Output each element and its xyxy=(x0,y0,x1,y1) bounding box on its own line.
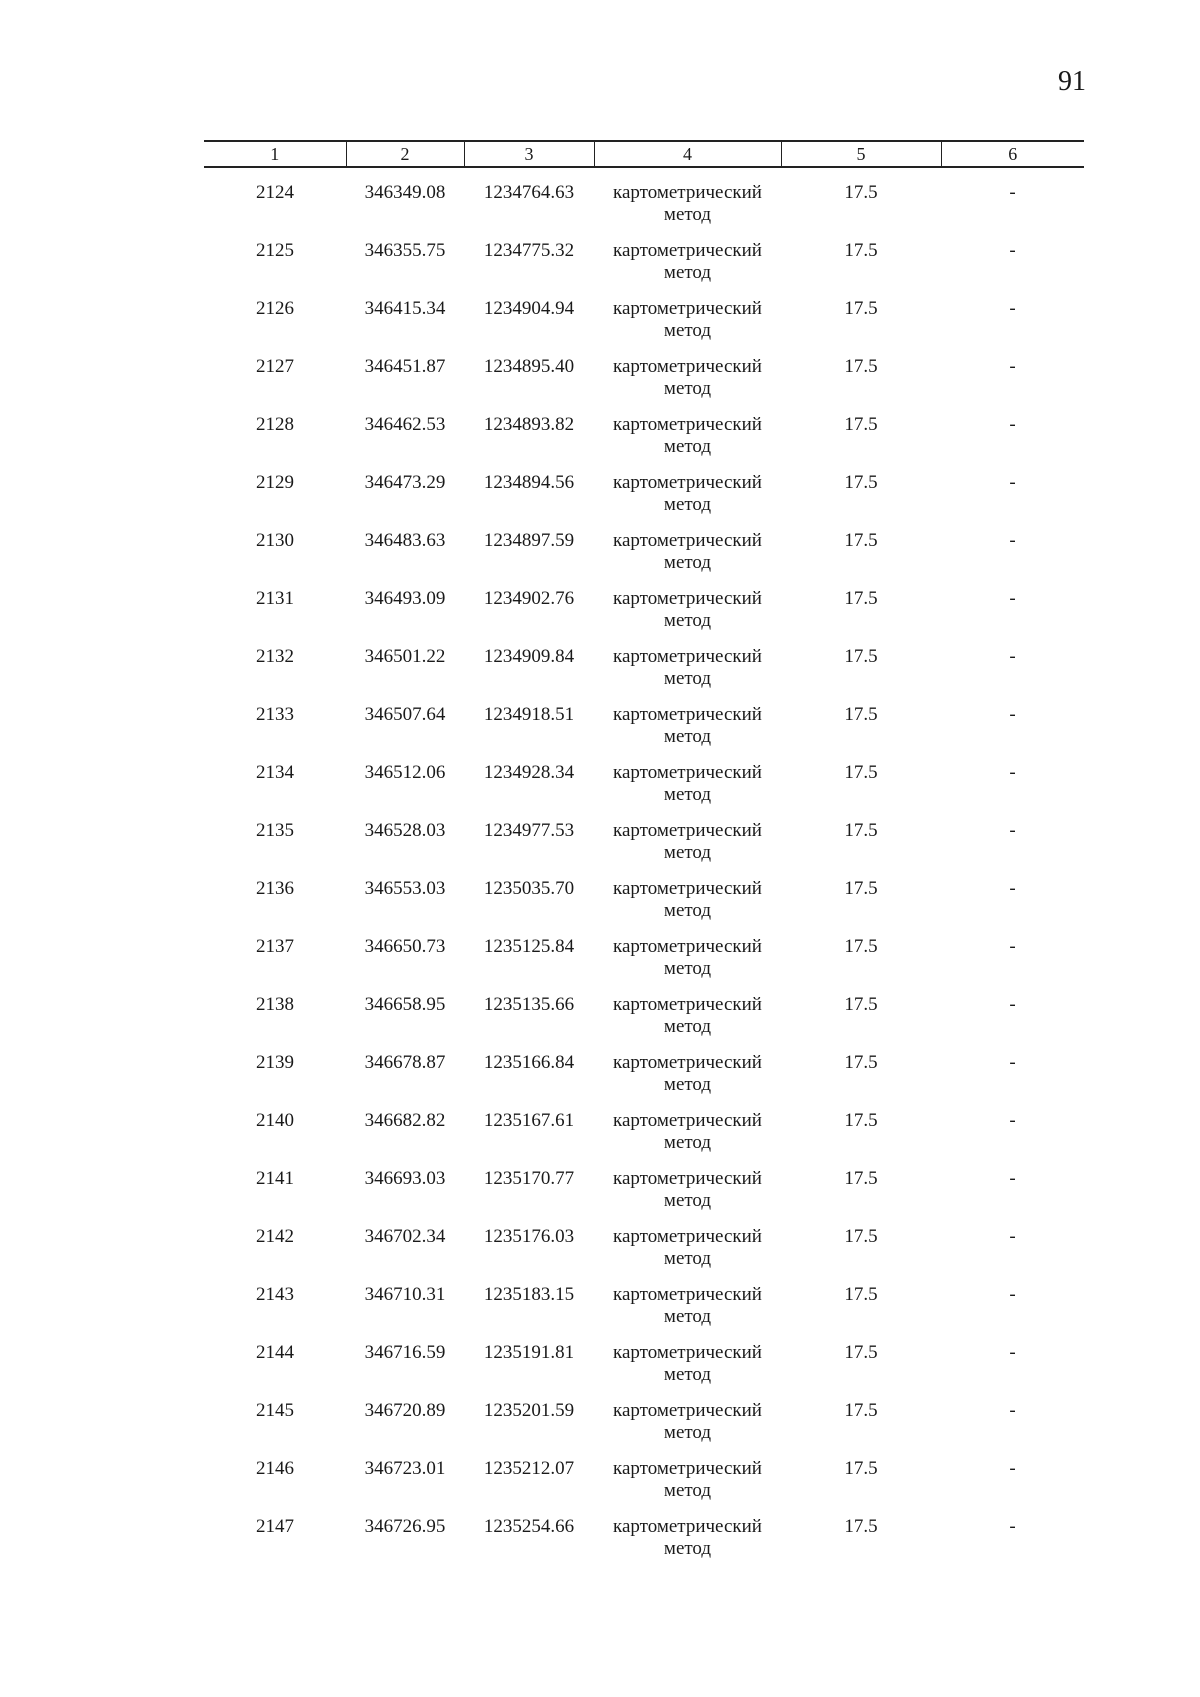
x-coordinate-cell: 346349.08 xyxy=(364,182,446,203)
method-line-2: метод xyxy=(663,1364,712,1385)
y-coordinate-cell: 1234928.34 xyxy=(483,762,575,783)
description-cell: - xyxy=(1009,588,1016,609)
method-line-2: метод xyxy=(663,1074,712,1095)
y-coordinate-cell: 1235125.84 xyxy=(483,936,575,957)
method-cell xyxy=(594,646,781,704)
x-coordinate-cell: 346355.75 xyxy=(364,240,446,261)
method-line-2: метод xyxy=(663,378,712,399)
method-line-2: метод xyxy=(663,494,712,515)
column-header-3: 3 xyxy=(464,141,594,167)
x-coordinate-cell: 346462.53 xyxy=(364,414,446,435)
x-coordinate-cell: 346658.95 xyxy=(364,994,446,1015)
method-cell xyxy=(594,1226,781,1284)
method-line-1: картометрический xyxy=(613,936,762,957)
x-coordinate-cell: 346720.89 xyxy=(364,1400,446,1421)
table-row xyxy=(204,356,1084,414)
method-line-2: метод xyxy=(663,1422,712,1443)
header-row xyxy=(204,141,1084,167)
method-line-2: метод xyxy=(663,842,712,863)
table-row xyxy=(204,936,1084,994)
x-coordinate-cell: 346723.01 xyxy=(364,1458,446,1479)
method-line-1: картометрический xyxy=(613,588,762,609)
description-cell: - xyxy=(1009,936,1016,957)
accuracy-cell: 17.5 xyxy=(844,182,878,203)
method-line-1: картометрический xyxy=(613,1400,762,1421)
accuracy-cell: 17.5 xyxy=(844,1110,878,1131)
method-cell xyxy=(594,820,781,878)
accuracy-cell: 17.5 xyxy=(844,994,878,1015)
table-row xyxy=(204,878,1084,936)
x-coordinate-cell: 346726.95 xyxy=(364,1516,446,1537)
method-cell xyxy=(594,167,781,240)
x-coordinate-cell: 346507.64 xyxy=(364,704,446,725)
method-cell xyxy=(594,472,781,530)
y-coordinate-cell: 1235201.59 xyxy=(483,1400,575,1421)
point-number-cell: 2132 xyxy=(256,646,294,667)
method-cell xyxy=(594,1168,781,1226)
point-number-cell: 2141 xyxy=(256,1168,294,1189)
accuracy-cell: 17.5 xyxy=(844,878,878,899)
method-cell xyxy=(594,878,781,936)
accuracy-cell: 17.5 xyxy=(844,646,878,667)
method-cell xyxy=(594,1458,781,1516)
method-line-1: картометрический xyxy=(613,530,762,551)
point-number-cell: 2130 xyxy=(256,530,294,551)
y-coordinate-cell: 1235176.03 xyxy=(483,1226,575,1247)
table-row xyxy=(204,762,1084,820)
method-line-1: картометрический xyxy=(613,1458,762,1479)
method-line-2: метод xyxy=(663,1248,712,1269)
table-row xyxy=(204,1110,1084,1168)
point-number-cell: 2146 xyxy=(256,1458,294,1479)
description-cell: - xyxy=(1009,994,1016,1015)
method-line-2: метод xyxy=(663,1132,712,1153)
point-number-cell: 2136 xyxy=(256,878,294,899)
method-line-2: метод xyxy=(663,1016,712,1037)
method-line-2: метод xyxy=(663,204,712,225)
method-line-1: картометрический xyxy=(613,1168,762,1189)
x-coordinate-cell: 346716.59 xyxy=(364,1342,446,1363)
method-cell xyxy=(594,704,781,762)
accuracy-cell: 17.5 xyxy=(844,1400,878,1421)
method-cell xyxy=(594,762,781,820)
x-coordinate-cell: 346451.87 xyxy=(364,356,446,377)
description-cell: - xyxy=(1009,530,1016,551)
x-coordinate-cell: 346483.63 xyxy=(364,530,446,551)
method-cell xyxy=(594,1342,781,1400)
table-row xyxy=(204,646,1084,704)
method-cell xyxy=(594,298,781,356)
method-line-1: картометрический xyxy=(613,646,762,667)
accuracy-cell: 17.5 xyxy=(844,588,878,609)
method-line-1: картометрический xyxy=(613,762,762,783)
y-coordinate-cell: 1234897.59 xyxy=(483,530,575,551)
table-row xyxy=(204,1458,1084,1516)
accuracy-cell: 17.5 xyxy=(844,1052,878,1073)
column-header-4: 4 xyxy=(594,141,781,167)
method-line-1: картометрический xyxy=(613,878,762,899)
accuracy-cell: 17.5 xyxy=(844,1342,878,1363)
method-cell xyxy=(594,240,781,298)
method-line-1: картометрический xyxy=(613,182,762,203)
method-line-2: метод xyxy=(663,668,712,689)
description-cell: - xyxy=(1009,762,1016,783)
point-number-cell: 2128 xyxy=(256,414,294,435)
method-cell xyxy=(594,530,781,588)
description-cell: - xyxy=(1009,1110,1016,1131)
table-header xyxy=(204,141,1084,167)
y-coordinate-cell: 1234918.51 xyxy=(483,704,575,725)
table-row xyxy=(204,704,1084,762)
description-cell: - xyxy=(1009,878,1016,899)
method-cell xyxy=(594,1400,781,1458)
table-row xyxy=(204,472,1084,530)
accuracy-cell: 17.5 xyxy=(844,1516,878,1537)
method-cell xyxy=(594,936,781,994)
method-line-1: картометрический xyxy=(613,1284,762,1305)
y-coordinate-cell: 1235254.66 xyxy=(483,1516,575,1537)
point-number-cell: 2134 xyxy=(256,762,294,783)
method-line-2: метод xyxy=(663,1190,712,1211)
table-row xyxy=(204,820,1084,878)
y-coordinate-cell: 1234977.53 xyxy=(483,820,575,841)
description-cell: - xyxy=(1009,1052,1016,1073)
point-number-cell: 2147 xyxy=(256,1516,294,1537)
column-header-5: 5 xyxy=(781,141,941,167)
coordinates-table-wrapper xyxy=(204,140,1084,1574)
description-cell: - xyxy=(1009,1226,1016,1247)
coordinates-table xyxy=(204,140,1084,1574)
method-line-1: картометрический xyxy=(613,820,762,841)
column-header-1: 1 xyxy=(204,141,346,167)
point-number-cell: 2126 xyxy=(256,298,294,319)
description-cell: - xyxy=(1009,1458,1016,1479)
point-number-cell: 2138 xyxy=(256,994,294,1015)
method-line-2: метод xyxy=(663,726,712,747)
table-row xyxy=(204,240,1084,298)
x-coordinate-cell: 346702.34 xyxy=(364,1226,446,1247)
y-coordinate-cell: 1234775.32 xyxy=(483,240,575,261)
x-coordinate-cell: 346693.03 xyxy=(364,1168,446,1189)
accuracy-cell: 17.5 xyxy=(844,704,878,725)
y-coordinate-cell: 1234894.56 xyxy=(483,472,575,493)
method-line-2: метод xyxy=(663,552,712,573)
description-cell: - xyxy=(1009,414,1016,435)
description-cell: - xyxy=(1009,472,1016,493)
method-line-2: метод xyxy=(663,262,712,283)
accuracy-cell: 17.5 xyxy=(844,356,878,377)
accuracy-cell: 17.5 xyxy=(844,1284,878,1305)
accuracy-cell: 17.5 xyxy=(844,762,878,783)
method-line-2: метод xyxy=(663,958,712,979)
accuracy-cell: 17.5 xyxy=(844,1226,878,1247)
y-coordinate-cell: 1235167.61 xyxy=(483,1110,575,1131)
table-row xyxy=(204,1226,1084,1284)
method-line-2: метод xyxy=(663,1306,712,1327)
point-number-cell: 2133 xyxy=(256,704,294,725)
point-number-cell: 2137 xyxy=(256,936,294,957)
y-coordinate-cell: 1235170.77 xyxy=(483,1168,575,1189)
y-coordinate-cell: 1235212.07 xyxy=(483,1458,575,1479)
x-coordinate-cell: 346682.82 xyxy=(364,1110,446,1131)
x-coordinate-cell: 346473.29 xyxy=(364,472,446,493)
point-number-cell: 2135 xyxy=(256,820,294,841)
table-row xyxy=(204,1516,1084,1574)
method-line-1: картометрический xyxy=(613,356,762,377)
method-line-2: метод xyxy=(663,784,712,805)
y-coordinate-cell: 1235183.15 xyxy=(483,1284,575,1305)
table-row xyxy=(204,414,1084,472)
method-line-1: картометрический xyxy=(613,1342,762,1363)
method-cell xyxy=(594,1284,781,1342)
method-cell xyxy=(594,1516,781,1574)
description-cell: - xyxy=(1009,704,1016,725)
point-number-cell: 2142 xyxy=(256,1226,294,1247)
y-coordinate-cell: 1234902.76 xyxy=(483,588,575,609)
x-coordinate-cell: 346650.73 xyxy=(364,936,446,957)
method-line-1: картометрический xyxy=(613,1226,762,1247)
point-number-cell: 2129 xyxy=(256,472,294,493)
column-header-2: 2 xyxy=(346,141,464,167)
method-line-1: картометрический xyxy=(613,472,762,493)
accuracy-cell: 17.5 xyxy=(844,298,878,319)
table-row xyxy=(204,1284,1084,1342)
table-row xyxy=(204,1052,1084,1110)
point-number-cell: 2145 xyxy=(256,1400,294,1421)
point-number-cell: 2131 xyxy=(256,588,294,609)
y-coordinate-cell: 1235035.70 xyxy=(483,878,575,899)
method-cell xyxy=(594,1052,781,1110)
table-row xyxy=(204,1342,1084,1400)
method-line-1: картометрический xyxy=(613,994,762,1015)
x-coordinate-cell: 346528.03 xyxy=(364,820,446,841)
description-cell: - xyxy=(1009,1168,1016,1189)
description-cell: - xyxy=(1009,182,1016,203)
y-coordinate-cell: 1235135.66 xyxy=(483,994,575,1015)
description-cell: - xyxy=(1009,646,1016,667)
accuracy-cell: 17.5 xyxy=(844,1168,878,1189)
point-number-cell: 2144 xyxy=(256,1342,294,1363)
point-number-cell: 2140 xyxy=(256,1110,294,1131)
description-cell: - xyxy=(1009,1284,1016,1305)
method-line-2: метод xyxy=(663,610,712,631)
x-coordinate-cell: 346501.22 xyxy=(364,646,446,667)
table-row xyxy=(204,1400,1084,1458)
x-coordinate-cell: 346678.87 xyxy=(364,1052,446,1073)
x-coordinate-cell: 346553.03 xyxy=(364,878,446,899)
method-cell xyxy=(594,994,781,1052)
method-line-2: метод xyxy=(663,1480,712,1501)
point-number-cell: 2139 xyxy=(256,1052,294,1073)
point-number-cell: 2143 xyxy=(256,1284,294,1305)
table-row xyxy=(204,530,1084,588)
method-line-2: метод xyxy=(663,436,712,457)
accuracy-cell: 17.5 xyxy=(844,936,878,957)
method-cell xyxy=(594,356,781,414)
x-coordinate-cell: 346415.34 xyxy=(364,298,446,319)
y-coordinate-cell: 1234764.63 xyxy=(483,182,575,203)
point-number-cell: 2124 xyxy=(256,182,294,203)
y-coordinate-cell: 1234904.94 xyxy=(483,298,575,319)
table-row xyxy=(204,588,1084,646)
method-cell xyxy=(594,588,781,646)
table-row xyxy=(204,167,1084,240)
accuracy-cell: 17.5 xyxy=(844,472,878,493)
page-number: 91 xyxy=(1058,66,1086,97)
method-line-1: картометрический xyxy=(613,414,762,435)
method-line-2: метод xyxy=(663,320,712,341)
method-line-2: метод xyxy=(663,1538,712,1559)
method-line-1: картометрический xyxy=(613,1052,762,1073)
method-line-1: картометрический xyxy=(613,240,762,261)
y-coordinate-cell: 1234893.82 xyxy=(483,414,575,435)
method-line-1: картометрический xyxy=(613,704,762,725)
table-row xyxy=(204,1168,1084,1226)
y-coordinate-cell: 1235191.81 xyxy=(483,1342,575,1363)
accuracy-cell: 17.5 xyxy=(844,240,878,261)
description-cell: - xyxy=(1009,1400,1016,1421)
description-cell: - xyxy=(1009,356,1016,377)
description-cell: - xyxy=(1009,240,1016,261)
method-line-1: картометрический xyxy=(613,1516,762,1537)
description-cell: - xyxy=(1009,820,1016,841)
table-row xyxy=(204,298,1084,356)
accuracy-cell: 17.5 xyxy=(844,820,878,841)
table-body xyxy=(204,167,1084,1574)
method-cell xyxy=(594,1110,781,1168)
x-coordinate-cell: 346512.06 xyxy=(364,762,446,783)
column-header-6: 6 xyxy=(941,141,1084,167)
point-number-cell: 2125 xyxy=(256,240,294,261)
accuracy-cell: 17.5 xyxy=(844,530,878,551)
description-cell: - xyxy=(1009,1516,1016,1537)
description-cell: - xyxy=(1009,1342,1016,1363)
method-line-1: картометрический xyxy=(613,298,762,319)
method-cell xyxy=(594,414,781,472)
y-coordinate-cell: 1235166.84 xyxy=(483,1052,575,1073)
x-coordinate-cell: 346493.09 xyxy=(364,588,446,609)
table-row xyxy=(204,994,1084,1052)
point-number-cell: 2127 xyxy=(256,356,294,377)
method-line-2: метод xyxy=(663,900,712,921)
accuracy-cell: 17.5 xyxy=(844,414,878,435)
description-cell: - xyxy=(1009,298,1016,319)
method-line-1: картометрический xyxy=(613,1110,762,1131)
y-coordinate-cell: 1234909.84 xyxy=(483,646,575,667)
x-coordinate-cell: 346710.31 xyxy=(364,1284,446,1305)
y-coordinate-cell: 1234895.40 xyxy=(483,356,575,377)
accuracy-cell: 17.5 xyxy=(844,1458,878,1479)
